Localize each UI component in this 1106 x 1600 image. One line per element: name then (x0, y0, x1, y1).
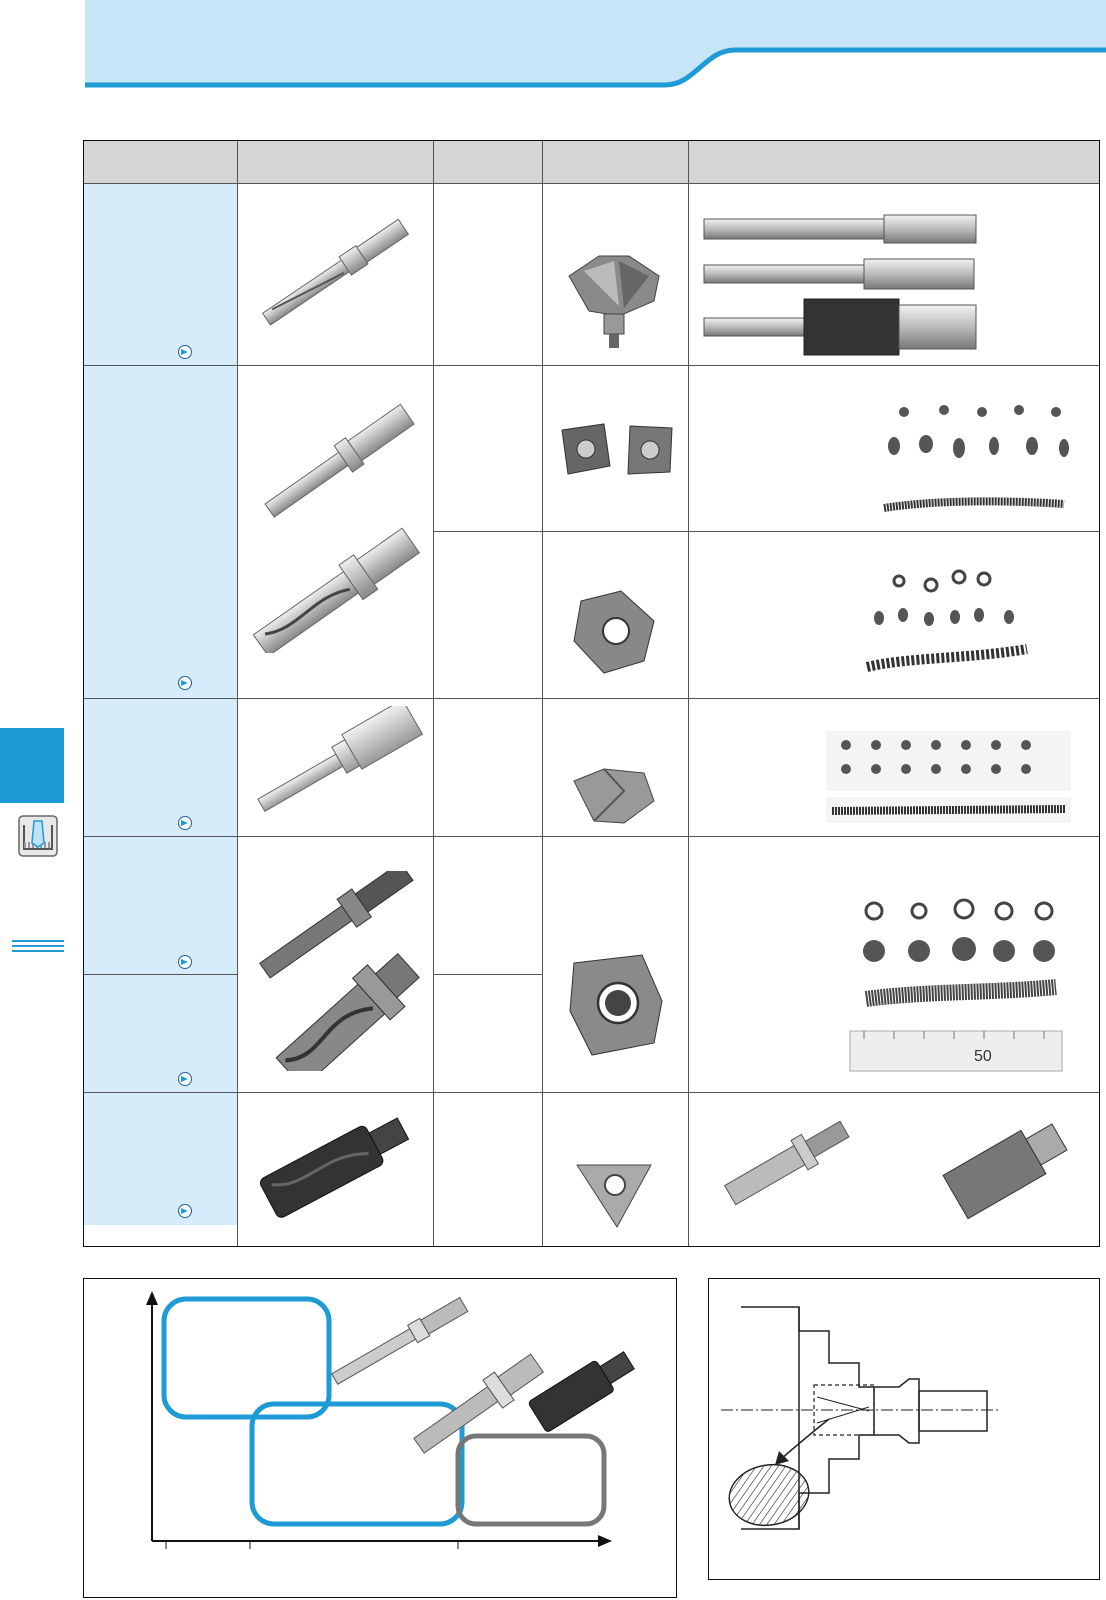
page-link-arrow-icon[interactable] (178, 955, 192, 969)
row-label-5 (84, 975, 237, 1092)
workpiece-section (724, 1459, 813, 1532)
drill-thumb-3 (528, 1345, 639, 1433)
range-box-1 (164, 1299, 329, 1417)
blade-insert-image (564, 761, 664, 831)
chip-samples-image (859, 563, 1029, 693)
insert-image (566, 581, 666, 681)
insert-image (559, 246, 669, 356)
chip-samples-ruler-image (844, 891, 1069, 1091)
drill-image (244, 211, 424, 341)
chip-samples-image (874, 396, 1074, 526)
drill-thumb-1 (330, 1296, 469, 1388)
drill-image (244, 403, 424, 653)
drill-image (244, 871, 429, 1071)
drill-comparison-table (83, 140, 1100, 1247)
drill-variants-image (702, 213, 982, 363)
range-box-3 (458, 1436, 604, 1524)
drill-hole-icon (18, 815, 58, 857)
trigon-insert-image (569, 1151, 659, 1231)
row-label-4 (84, 837, 237, 974)
header-banner (85, 0, 1106, 92)
positioning-chart-panel (83, 1278, 677, 1598)
page-link-arrow-icon[interactable] (178, 1204, 192, 1218)
machining-setup-diagram (708, 1278, 1100, 1580)
drill-image (244, 706, 424, 816)
page-link-arrow-icon[interactable] (178, 676, 192, 690)
page-link-arrow-icon[interactable] (178, 816, 192, 830)
range-box-2 (252, 1404, 462, 1524)
square-inserts-image (554, 416, 684, 486)
page-link-arrow-icon[interactable] (178, 345, 192, 359)
two-drills-image (714, 1101, 1084, 1231)
row-label-6 (84, 1093, 237, 1225)
chip-flow-arrow (775, 1419, 829, 1465)
chapter-tab[interactable] (0, 728, 64, 803)
section-marker (12, 940, 64, 954)
ruler-label: 50 (974, 1048, 992, 1065)
row-label-2 (84, 366, 237, 698)
hex-insert-image (562, 951, 672, 1061)
row-label-3 (84, 699, 237, 836)
row-label-1 (84, 184, 237, 365)
chip-samples-image (826, 731, 1071, 826)
page-link-arrow-icon[interactable] (178, 1072, 192, 1086)
drill-image (249, 1103, 419, 1223)
